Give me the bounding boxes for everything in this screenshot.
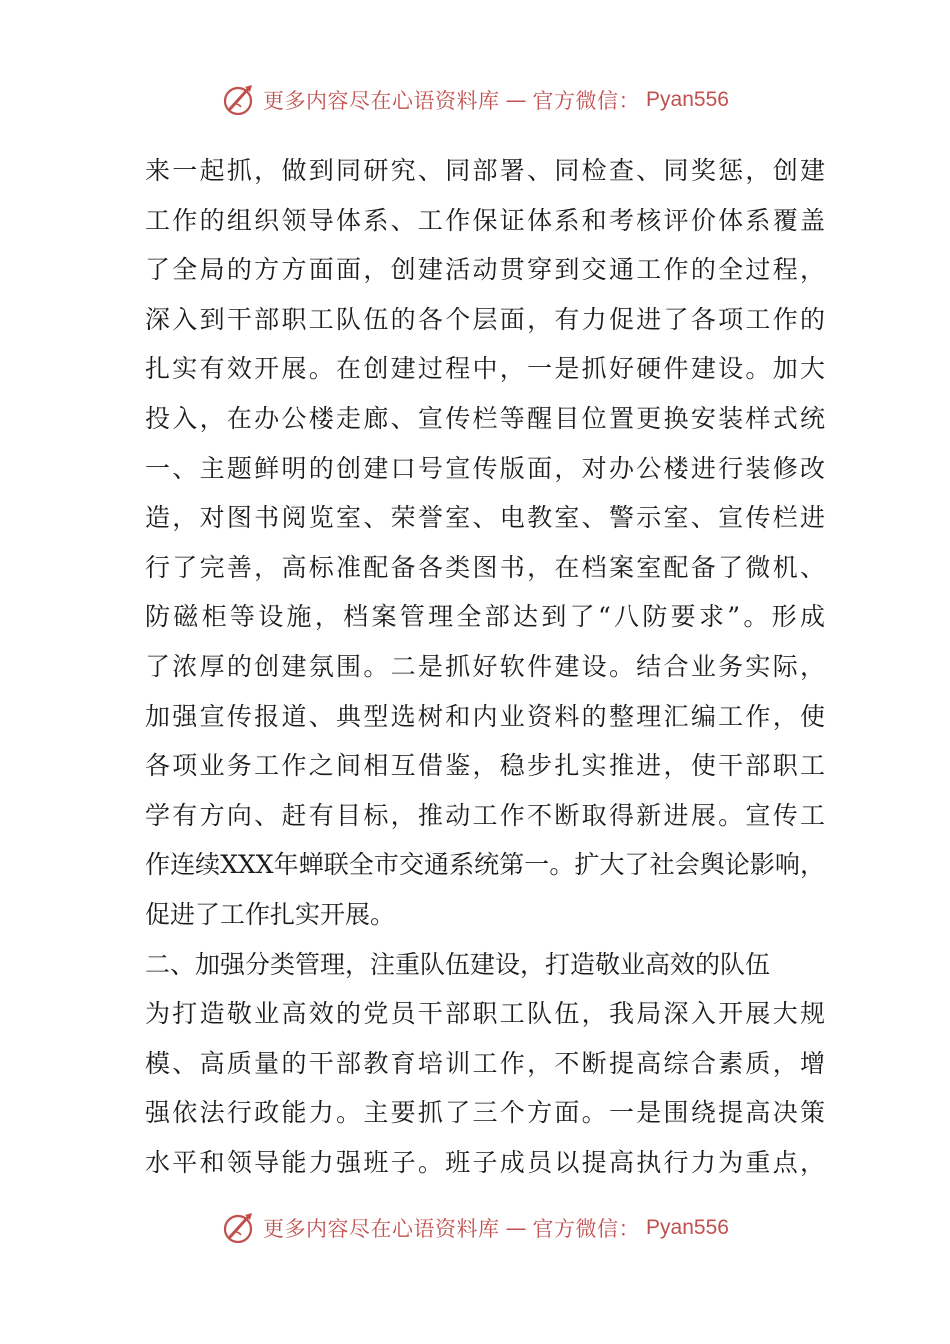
text-line: 作连续XXX年蝉联全市交通系统第一。扩大了社会舆论影响，: [145, 850, 825, 880]
watermark-contact: 官方微信：: [532, 89, 641, 113]
text-line: 来一起抓，做到同研究、同部署、同检查、同奖惩，创建: [145, 156, 825, 185]
watermark-separator: —: [505, 1216, 527, 1240]
text-line: 学有方向、赶有目标，推动工作不断取得新进展。宣传工: [145, 800, 825, 830]
text-line: 促进了工作扎实开展。: [145, 899, 396, 929]
text-line: 了全局的方方面面，创建活动贯穿到交通工作的全过程，: [145, 255, 825, 285]
document-body: [145, 146, 825, 1187]
text-line: 强依法行政能力。主要抓了三个方面。一是围绕提高决策: [145, 1098, 825, 1128]
text-line: 深入到干部职工队伍的各个层面，有力促进了各项工作的: [145, 304, 825, 334]
text-line: 一、主题鲜明的创建口号宣传版面，对办公楼进行装修改: [145, 453, 825, 483]
text-line: 投入，在办公楼走廊、宣传栏等醒目位置更换安装样式统: [145, 403, 825, 433]
watermark-separator: —: [505, 88, 527, 112]
section-heading: 二、加强分类管理，注重队伍建设，打造敬业高效的队伍: [145, 949, 771, 979]
text-line: 工作的组织领导体系、工作保证体系和考核评价体系覆盖: [145, 205, 825, 235]
text-line: 造，对图书阅览室、荣誉室、电教室、警示室、宣传栏进: [145, 503, 825, 533]
pen-circle-icon: [221, 1210, 257, 1246]
text-line: 为打造敬业高效的党员干部职工队伍，我局深入开展大规: [145, 999, 825, 1029]
watermark-id: Pyan556: [646, 1216, 729, 1239]
text-line: 防磁柜等设施，档案管理全部达到了“八防要求”。形成: [145, 602, 825, 632]
footer-watermark: [0, 1208, 950, 1248]
text-line: 行了完善，高标准配备各类图书，在档案室配备了微机、: [145, 552, 825, 582]
text-line: 了浓厚的创建氛围。二是抓好软件建设。结合业务实际，: [145, 651, 825, 681]
watermark-contact: 官方微信：: [532, 1217, 641, 1241]
text-line: 各项业务工作之间相互借鉴，稳步扎实推进，使干部职工: [145, 751, 825, 781]
pen-circle-icon: [221, 82, 257, 118]
watermark-id: Pyan556: [646, 88, 729, 111]
text-line: 模、高质量的干部教育培训工作，不断提高综合素质，增: [145, 1048, 825, 1078]
watermark-text: 更多内容尽在心语资料库: [263, 1217, 500, 1241]
text-line: 水平和领导能力强班子。班子成员以提高执行力为重点，: [145, 1147, 825, 1177]
text-line: 扎实有效开展。在创建过程中，一是抓好硬件建设。加大: [145, 354, 825, 384]
header-watermark: [0, 80, 950, 120]
text-line: 加强宣传报道、典型选树和内业资料的整理汇编工作，使: [145, 701, 825, 731]
watermark-text: 更多内容尽在心语资料库: [263, 89, 500, 113]
